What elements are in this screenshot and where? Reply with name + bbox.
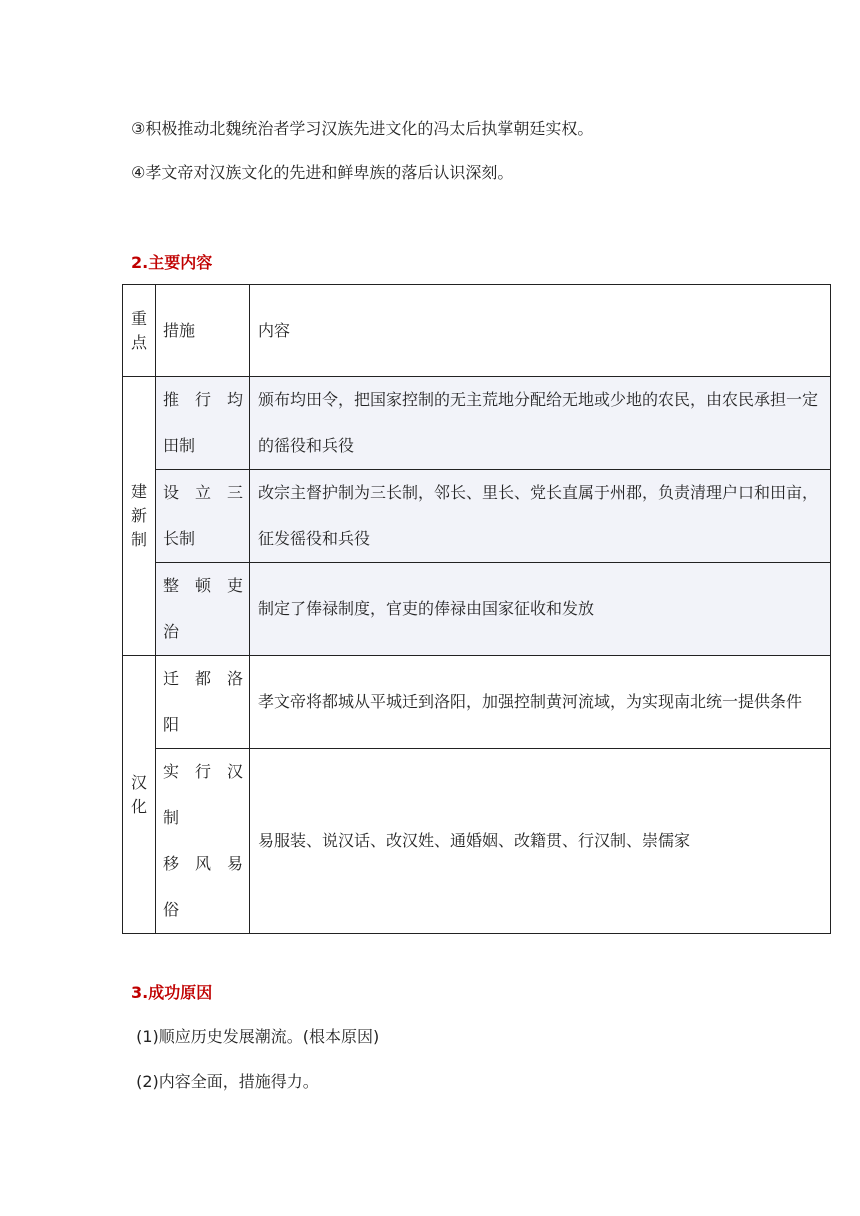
content-cell: 改宗主督护制为三长制，邻长、里长、党长直属于州郡，负责清理户口和田亩，征发徭役和兵役 [250, 470, 831, 563]
content-cell: 制定了俸禄制度，官吏的俸禄由国家征收和发放 [250, 563, 831, 656]
table-row [123, 749, 831, 934]
measure-cell: 设立三 长制 [156, 470, 250, 563]
intro-item-4: ④孝文帝对汉族文化的先进和鲜卑族的落后认识深刻。 [131, 163, 514, 182]
measure-cell: 迁都洛 阳 [156, 656, 250, 749]
measure-cell: 推行均 田制 [156, 377, 250, 470]
table-row [123, 656, 831, 749]
table-header-row [123, 285, 831, 377]
content-cell: 易服装、说汉话、改汉姓、通婚姻、改籍贯、行汉制、崇儒家 [250, 749, 831, 934]
section-heading-success-reasons: 3.成功原因 [131, 983, 213, 1002]
focus-cell-sinicization: 汉化 [123, 656, 156, 934]
content-cell: 颁布均田令，把国家控制的无主荒地分配给无地或少地的农民，由农民承担一定的徭役和兵役 [250, 377, 831, 470]
header-content: 内容 [250, 285, 831, 377]
section-heading-main-content: 2.主要内容 [131, 253, 213, 272]
header-focus: 重点 [123, 285, 156, 377]
reason-item-1: (1)顺应历史发展潮流。(根本原因) [131, 1027, 380, 1046]
measure-cell: 实行汉 制 移风易 俗 [156, 749, 250, 934]
reform-content-table [122, 284, 831, 934]
table-row [123, 377, 831, 470]
reason-item-2: (2)内容全面，措施得力。 [131, 1072, 319, 1091]
header-measure: 措施 [156, 285, 250, 377]
measure-cell: 整顿吏 治 [156, 563, 250, 656]
table-row [123, 470, 831, 563]
intro-item-3: ③积极推动北魏统治者学习汉族先进文化的冯太后执掌朝廷实权。 [131, 119, 594, 138]
table-row [123, 563, 831, 656]
focus-cell-new-system: 建新制 [123, 377, 156, 656]
content-cell: 孝文帝将都城从平城迁到洛阳，加强控制黄河流域，为实现南北统一提供条件 [250, 656, 831, 749]
